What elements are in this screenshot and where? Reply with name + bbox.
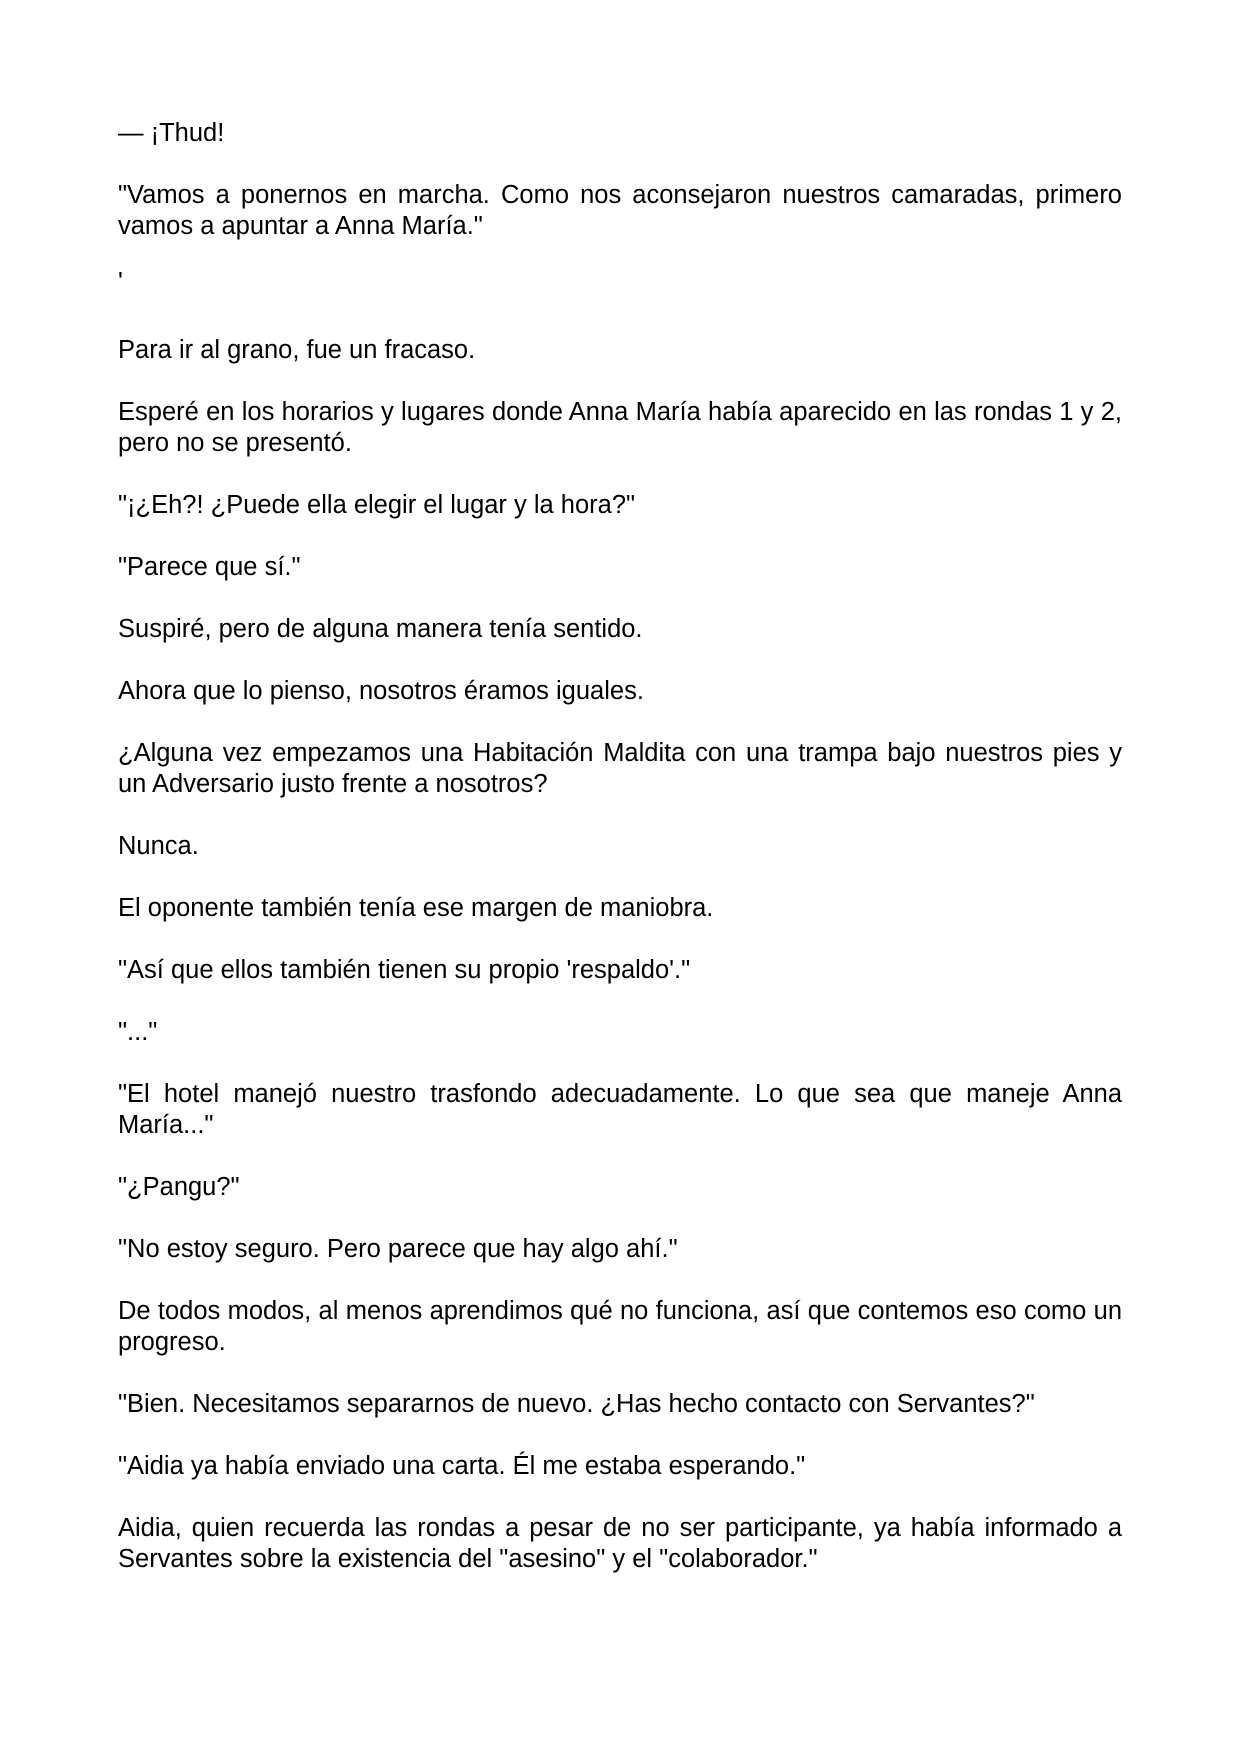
paragraph: De todos modos, al menos aprendimos qué no funciona, así que contemos eso como un progreso. bbox=[118, 1297, 1122, 1356]
paragraph: Aidia, quien recuerda las rondas a pesar de no ser participante, ya había informado a Servantes sobre la existencia del "asesino" y el "colaborador." bbox=[118, 1514, 1122, 1573]
paragraph: "Así que ellos también tienen su propio 'respaldo'." bbox=[118, 956, 691, 984]
paragraph: Esperé en los horarios y lugares donde Anna María había aparecido en las rondas 1 y 2, pero no se presentó. bbox=[118, 398, 1122, 457]
paragraph: "¿Pangu?" bbox=[118, 1173, 240, 1201]
paragraph: Para ir al grano, fue un fracaso. bbox=[118, 336, 476, 364]
paragraph: "Aidia ya había enviado una carta. Él me estaba esperando." bbox=[118, 1452, 806, 1480]
paragraph: Suspiré, pero de alguna manera tenía sentido. bbox=[118, 615, 643, 643]
stray-mark: ' bbox=[118, 268, 123, 296]
paragraph: "..." bbox=[118, 1018, 158, 1046]
paragraph: Nunca. bbox=[118, 832, 199, 860]
paragraph: El oponente también tenía ese margen de maniobra. bbox=[118, 894, 714, 922]
paragraph: — ¡Thud! bbox=[118, 119, 225, 147]
body-text bbox=[118, 118, 1122, 1606]
paragraph: "¡¿Eh?! ¿Puede ella elegir el lugar y la hora?" bbox=[118, 491, 636, 519]
paragraph: "No estoy seguro. Pero parece que hay algo ahí." bbox=[118, 1235, 678, 1263]
paragraph: "Parece que sí." bbox=[118, 553, 301, 581]
paragraph: "Vamos a ponernos en marcha. Como nos aconsejaron nuestros camaradas, primero vamos a apuntar a Anna María." bbox=[118, 181, 1122, 240]
paragraph: ¿Alguna vez empezamos una Habitación Maldita con una trampa bajo nuestros pies y un Adversario justo frente a nosotros? bbox=[118, 739, 1122, 798]
paragraph: "El hotel manejó nuestro trasfondo adecuadamente. Lo que sea que maneje Anna María..." bbox=[118, 1080, 1122, 1139]
paragraph: "Bien. Necesitamos separarnos de nuevo. ¿Has hecho contacto con Servantes?" bbox=[118, 1390, 1035, 1418]
paragraph: Ahora que lo pienso, nosotros éramos iguales. bbox=[118, 677, 644, 705]
